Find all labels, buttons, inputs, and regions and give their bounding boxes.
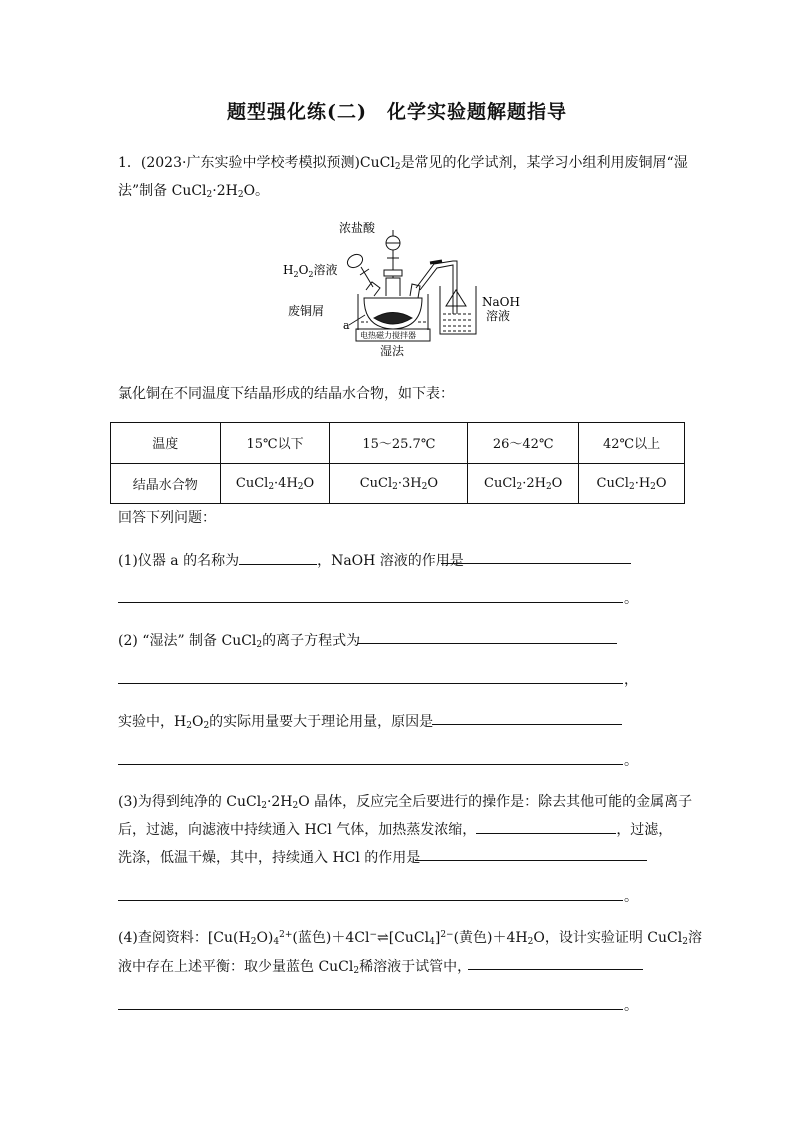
part-4-line2: 液中存在上述平衡：取少量蓝色 CuCl$_2$稀溶液于试管中， [118,959,472,976]
table-header: 26～42℃ [468,423,579,464]
table-cell: $CuCl_2\cdot H_2O$ [579,463,685,504]
table-header: 15～25.7℃ [330,423,468,464]
part-2-comma: ， [624,672,638,688]
answer-blank[interactable] [441,563,631,564]
part-1-period: 。 [624,591,638,607]
label-conc-hcl: 浓盐酸 [339,221,376,235]
table-cell: $CuCl_2\cdot 2H_2O$ [468,463,579,504]
table-header: 温度 [111,423,221,464]
table-row [111,463,685,504]
table-row-label: 结晶水合物 [111,463,221,504]
part-3-line3: 洗涤，低温干燥，其中，持续通入 HCl 的作用是 [118,850,421,866]
page-title: 题型强化练(二) 化学实验题解题指导 [227,101,567,123]
apparatus-diagram [270,212,530,362]
answer-blank[interactable] [415,860,647,861]
answer-blank[interactable] [239,552,317,565]
magnetic-stirrer [356,329,430,341]
answer-blank[interactable] [118,683,623,684]
part-2-text: (2) “湿法” 制备 CuCl$_2$的离子方程式为 [118,633,361,650]
part-3-line1: (3)为得到纯净的 $CuCl_2\cdot 2H_2O$ 晶体，反应完全后要进行的操作是：除去其他可能的金属离子 [118,794,693,811]
part-3-period: 。 [624,889,638,905]
table-header-row [111,423,685,464]
naoh-absorption-beaker [440,286,476,334]
dropping-funnel-h2o2 [345,252,373,287]
part-2-reason-text: 实验中，$H_2O_2$的实际用量要大于理论用量，原因是 [118,714,434,731]
table-header: 15℃以下 [220,423,330,464]
table-cell: $CuCl_2\cdot 3H_2O$ [330,463,468,504]
table-header: 42℃以上 [579,423,685,464]
table-intro: 氯化铜在不同温度下结晶形成的结晶水合物，如下表： [118,386,454,402]
part-2-period: 。 [624,753,638,769]
part-3-line2: 后，过滤，向滤液中持续通入 HCl 气体，加热蒸发浓缩， ，过滤， [118,822,673,838]
answer-blank[interactable] [357,643,617,644]
label-naoh-solution: 溶液 [486,309,511,323]
answer-blank[interactable] [118,900,623,901]
figure-caption: 湿法 [380,344,405,358]
answer-blank[interactable] [476,821,616,834]
part-1-text: (1)仪器 a 的名称为 ，NaOH 溶液的作用是 [118,553,464,569]
label-naoh: NaOH [482,295,520,309]
question-1-intro-line1: 1．(2023·广东实验中学校考模拟预测)CuCl$_2$是常见的化学试剂，某学习小组利用废铜屑“湿 [118,155,688,172]
label-a: a [343,319,350,332]
answer-blank[interactable] [432,724,622,725]
table-cell: $CuCl_2\cdot 4H_2O$ [220,463,330,504]
part-4-line1: (4)查阅资料：[$Cu(H_2O)_4^{2+}$(蓝色)＋4Cl−⇌[CuCl$_4$]$^{2-}$(黄色)$+4H_2O$，设计实验证明 CuCl$_2$溶 [118,930,702,947]
answer-blank[interactable] [118,602,623,603]
label-copper-scrap: 废铜屑 [288,304,325,318]
part-4-period: 。 [624,998,638,1014]
question-1-intro-line2: 法”制备 $CuCl_2\cdot 2H_2O$。 [118,183,270,200]
label-h2o2: $H_2O_2$溶液 [283,263,338,279]
hydrate-table [110,422,685,504]
answer-prompt: 回答下列问题： [118,510,216,526]
svg-text:电热磁力搅拌器: 电热磁力搅拌器 [360,331,416,340]
answer-blank[interactable] [468,969,643,970]
dropping-funnel-hcl [384,230,402,278]
answer-blank[interactable] [118,764,623,765]
answer-blank[interactable] [118,1009,623,1010]
